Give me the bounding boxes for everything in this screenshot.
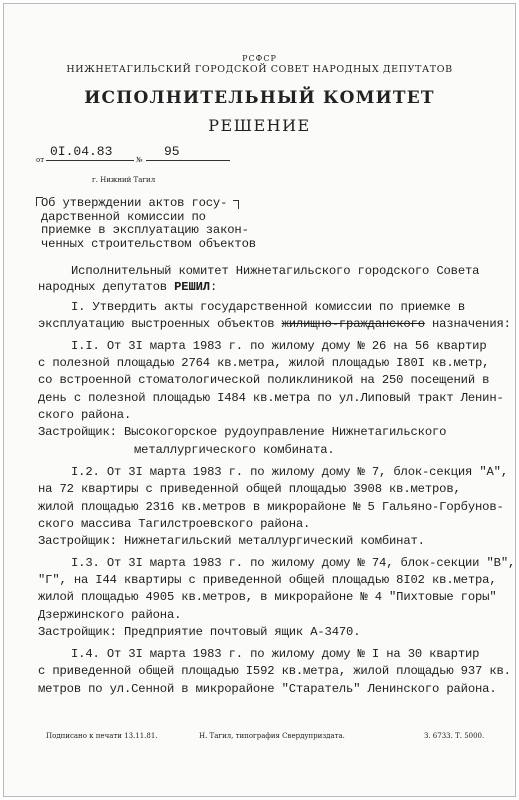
subject-line: приемке в эксплуатацию закон-: [41, 223, 249, 237]
print-order: З. 6733. Т. 5000.: [424, 732, 485, 740]
document-page: [3, 3, 516, 797]
item-1-2-line: на 72 квартиры с приведенной общей площадью 3908 кв.метров,: [38, 482, 461, 496]
committee-title: ИСПОЛНИТЕЛЬНЫЙ КОМИТЕТ: [84, 88, 435, 108]
item-1-1-line: металлургического комбината.: [134, 443, 335, 457]
item-1-3-line: жилой площадью 4905 кв.метров, в микрорайоне № 4 "Пихтовые горы": [38, 590, 497, 604]
item-1-1-line: со встроенной стоматологической поликлиникой на 250 посещений в: [38, 373, 490, 387]
item-1-3-line: Дзержинского района.: [38, 608, 182, 622]
city-label: г. Нижний Тагил: [92, 176, 156, 184]
item-1-1-line: день с полезной площадью I484 кв.метра по ул.Липовый тракт Ленин-: [38, 391, 504, 405]
council-heading: НИЖНЕТАГИЛЬСКИЙ ГОРОДСКОЙ СОВЕТ НАРОДНЫХ ДЕПУТАТОВ: [66, 64, 453, 75]
date-underline: [46, 160, 134, 161]
printing-house: Н. Тагил, типография Свердуприздата.: [199, 732, 345, 740]
item-1-3-line: "Г", на I44 квартиры с приведенной общей площадью 8I02 кв.метра,: [38, 573, 497, 587]
body-line: I. Утвердить акты государственной комиссии по приемке в: [71, 300, 466, 314]
item-1-2-line: I.2. От 3I марта 1983 г. по жилому дому № 7, блок-секция "А",: [71, 465, 508, 479]
item-1-1-line: ского района.: [38, 408, 132, 422]
subject-line: ченных строительством объектов: [41, 237, 256, 251]
item-1-2-line: ского массива Тагилстроевского района.: [38, 517, 311, 531]
date-prefix: от: [36, 156, 45, 164]
body-line: Исполнительный комитет Нижнетагильского городского Совета: [71, 264, 480, 278]
decision-number: 95: [164, 144, 180, 159]
item-1-1-line: I.I. От 3I марта 1983 г. по жилому дому № 26 на 56 квартир: [71, 339, 487, 353]
print-date: Подписано к печати 13.11.81.: [46, 732, 158, 740]
republic-heading: РСФСР: [242, 54, 277, 63]
body-line: народных депутатов РЕШИЛ:: [38, 280, 218, 294]
subject-bracket-right: [233, 200, 239, 209]
decision-date: 0I.04.83: [50, 144, 113, 159]
subject-line: дарственной комиссии по: [41, 210, 206, 224]
item-1-2-line: Застройщик: Нижнетагильский металлургический комбинат.: [38, 534, 425, 548]
item-1-4-line: с приведенной общей площадью I592 кв.метра, жилой площадью 937 кв.: [38, 664, 511, 678]
number-sign: №: [136, 156, 143, 164]
body-line: эксплуатацию выстроенных объектов жилищно-гражданского назначения:: [38, 317, 511, 331]
item-1-4-line: метров по ул.Сенной в микрорайоне "Старатель" Ленинского района.: [38, 682, 497, 696]
item-1-3-line: Застройщик: Предприятие почтовый ящик А-3470.: [38, 625, 361, 639]
item-1-1-line: Застройщик: Высокогорское рудоуправление Нижнетагильского: [38, 425, 447, 439]
item-1-2-line: жилой площадью 2316 кв.метров в микрорайоне № 5 Гальяно-Горбунов-: [38, 500, 504, 514]
subject-line: Об утверждении актов госу-: [41, 196, 228, 210]
number-underline: [146, 160, 230, 161]
item-1-3-line: I.3. От 3I марта 1983 г. по жилому дому № 74, блок-секции "В",: [71, 556, 516, 570]
decision-title: РЕШЕНИЕ: [208, 116, 311, 135]
item-1-1-line: с полезной площадью 2764 кв.метра, жилой площадью I80I кв.метр,: [38, 356, 490, 370]
item-1-4-line: I.4. От 3I марта 1983 г. по жилому дому № I на 30 квартир: [71, 647, 480, 661]
